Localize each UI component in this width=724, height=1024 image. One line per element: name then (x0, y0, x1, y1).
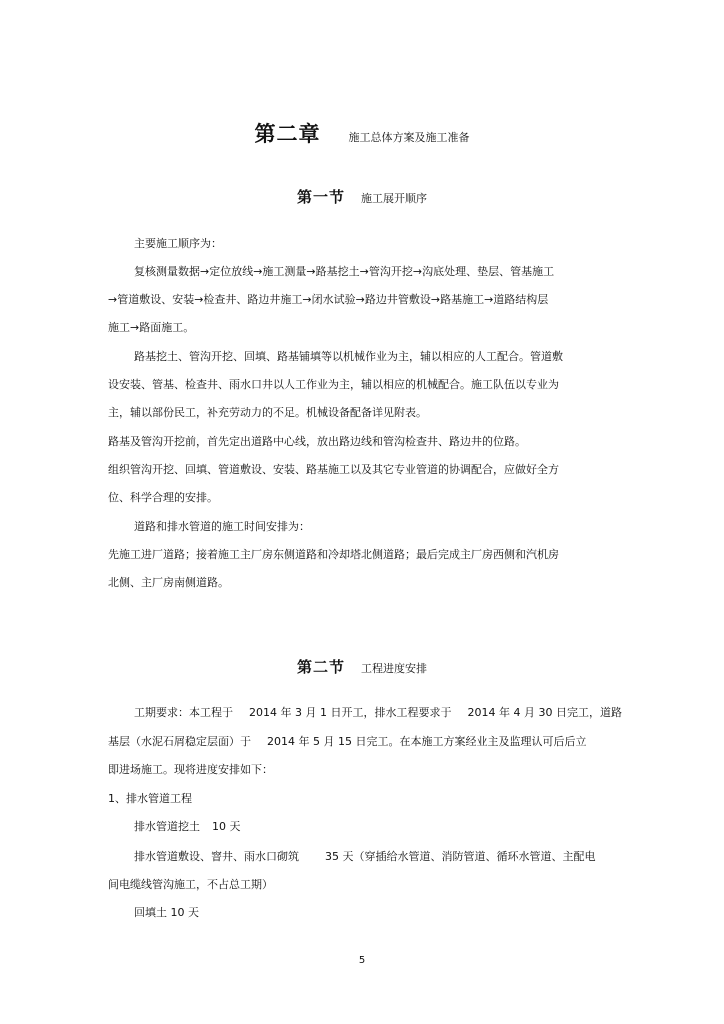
paragraph-line: 施工→路面施工。 (108, 321, 195, 334)
chapter-title: 施工总体方案及施工准备 (348, 131, 470, 144)
section-2-title: 工程进度安排 (361, 662, 427, 675)
paragraph-line: →管道敷设、安装→检查井、路边井施工→闭水试验→路边井管敷设→路基施工→道路结构层 (108, 293, 549, 306)
chapter-heading (0, 118, 724, 148)
schedule-text: 基层（水泥石屑稳定层面）于 (108, 735, 251, 748)
paragraph-line: 道路和排水管道的施工时间安排为： (134, 520, 310, 533)
paragraph-line: 路基及管沟开挖前，首先定出道路中心线，放出路边线和管沟检查井、路边井的位路。 (108, 435, 526, 448)
paragraph-line: 北侧、主厂房南侧道路。 (108, 576, 229, 589)
schedule-line-1 (134, 706, 622, 720)
schedule-text: 2014 年 4 月 30 日完工，道路 (467, 706, 622, 719)
schedule-line-3: 即进场施工。现将进度安排如下： (108, 763, 273, 776)
item-1-a-days: 10 天 (212, 820, 241, 833)
item-1-a (134, 820, 241, 834)
schedule-text: 2014 年 5 月 15 日完工。在本施工方案经业主及监理认可后后立 (267, 735, 587, 748)
section-2-number: 第二节 (296, 658, 345, 676)
paragraph-line: 设安装、管基、检查井、雨水口井以人工作业为主，辅以相应的机械配合。施工队伍以专业为 (108, 378, 559, 391)
section-1-title: 施工展开顺序 (361, 192, 427, 205)
schedule-text: 工期要求：本工程于 (134, 706, 233, 719)
paragraph-line: 组织管沟开挖、回填、管道敷设、安装、路基施工以及其它专业管道的协调配合，应做好全方 (108, 463, 559, 476)
schedule-text: 2014 年 3 月 1 日开工，排水工程要求于 (249, 706, 452, 719)
chapter-number: 第二章 (254, 122, 321, 146)
item-1-a-name: 排水管道挖土 (134, 820, 200, 833)
section-heading-2 (0, 656, 724, 677)
item-1-title: 1、排水管道工程 (108, 792, 192, 805)
item-1-b (134, 850, 596, 864)
item-1-b-name: 排水管道敷设、窨井、雨水口砌筑 (134, 850, 299, 863)
section-1-number: 第一节 (296, 188, 345, 206)
paragraph-line: 复核测量数据→定位放线→施工测量→路基挖土→管沟开挖→沟底处理、垫层、管基施工 (134, 265, 555, 278)
item-1-b-days: 35 天（穿插给水管道、消防管道、循环水管道、主配电 (325, 850, 596, 863)
paragraph-line: 位、科学合理的安排。 (108, 491, 218, 504)
page-number: 5 (358, 955, 366, 966)
paragraph-line: 主要施工顺序为： (134, 237, 222, 250)
item-1-c: 回填土 10 天 (134, 906, 199, 919)
schedule-line-2 (108, 735, 586, 749)
item-1-b-continued: 间电缆线管沟施工，不占总工期） (108, 878, 273, 891)
paragraph-line: 先施工进厂道路；接着施工主厂房东侧道路和冷却塔北侧道路；最后完成主厂房西侧和汽机房 (108, 548, 559, 561)
paragraph-line: 路基挖土、管沟开挖、回填、路基铺填等以机械作业为主，辅以相应的人工配合。管道敷 (134, 350, 563, 363)
section-heading-1 (0, 186, 724, 207)
paragraph-line: 主，辅以部份民工，补充劳动力的不足。机械设备配备详见附表。 (108, 406, 427, 419)
